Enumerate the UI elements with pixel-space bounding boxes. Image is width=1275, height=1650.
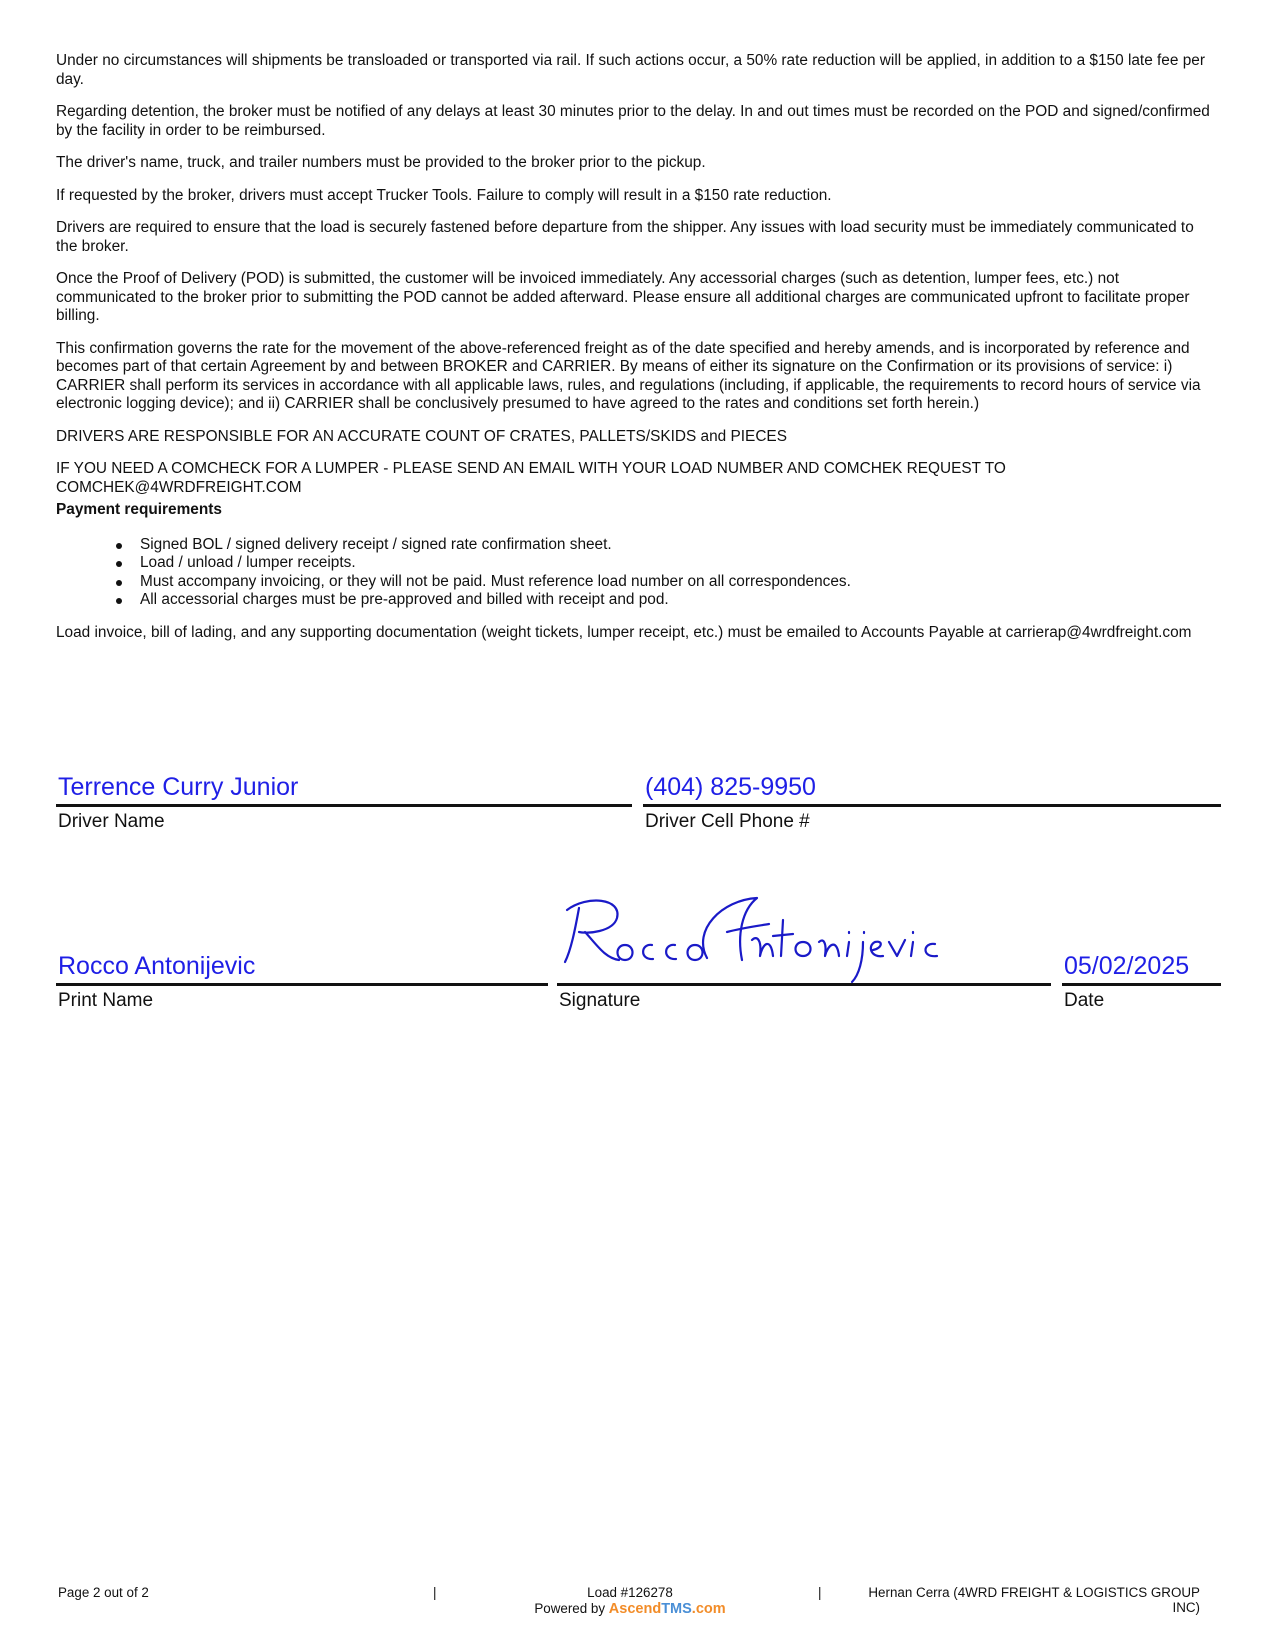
date-field[interactable] (1062, 951, 1221, 1012)
page-number: Page 2 out of 2 (58, 1585, 149, 1600)
load-security-clause: Drivers are required to ensure that the load is securely fastened before departure from the shipper. Any issues with load security must be immediately communicated to the broker. (56, 219, 1194, 255)
list-item: Signed BOL / signed delivery receipt / signed rate confirmation sheet. (140, 536, 1216, 555)
driver-name-field[interactable] (56, 772, 632, 833)
print-name-underline (56, 983, 548, 986)
driver-name-label: Driver Name (58, 811, 165, 832)
driver-info-clause: The driver's name, truck, and trailer numbers must be provided to the broker prior to the pickup. (56, 154, 706, 171)
footer-contact: Hernan Cerra (4WRD FREIGHT & LOGISTICS GROUP INC) (868, 1585, 1200, 1615)
terms-body (56, 52, 1216, 656)
driver-name-value: Terrence Curry Junior (58, 773, 299, 801)
date-label: Date (1064, 990, 1105, 1011)
print-name-label: Print Name (58, 990, 154, 1011)
signature-value (557, 951, 1051, 983)
ascendtms-logo[interactable] (609, 1601, 726, 1617)
signature-field[interactable] (557, 951, 1051, 1012)
footer-separator: | (433, 1585, 437, 1600)
brand-com: .com (691, 1601, 726, 1617)
signature-underline (557, 983, 1051, 986)
list-item: Must accompany invoicing, or they will not be paid. Must reference load number on all correspondences. (140, 573, 1216, 592)
driver-phone-value: (404) 825-9950 (645, 773, 816, 801)
driver-name-underline (56, 804, 632, 807)
print-name-value: Rocco Antonijevic (58, 952, 256, 980)
list-item: All accessorial charges must be pre-approved and billed with receipt and pod. (140, 591, 1216, 610)
count-clause: DRIVERS ARE RESPONSIBLE FOR AN ACCURATE COUNT OF CRATES, PALLETS/SKIDS and PIECES (56, 427, 787, 445)
date-value: 05/02/2025 (1064, 952, 1190, 980)
driver-phone-underline (643, 804, 1221, 807)
powered-by-label: Powered by (534, 1601, 606, 1616)
footer-separator: | (818, 1585, 822, 1600)
date-underline (1062, 983, 1221, 986)
brand-tms: TMS (661, 1601, 692, 1617)
list-item: Load / unload / lumper receipts. (140, 554, 1216, 573)
brand-ascend: Ascend (608, 1601, 662, 1617)
signature-label: Signature (559, 990, 641, 1011)
detention-clause: Regarding detention, the broker must be notified of any delays at least 30 minutes prior to the delay. In and out times must be recorded on the POD and signed/confirmed by the facility in order to be reimbursed. (56, 103, 1210, 139)
load-number: Load #126278 (587, 1585, 673, 1600)
driver-phone-field[interactable] (643, 772, 1221, 833)
print-name-field[interactable] (56, 951, 548, 1012)
payment-list (56, 536, 1216, 610)
payment-heading: Payment requirements (56, 501, 222, 518)
confirmation-clause: This confirmation governs the rate for the movement of the above-referenced freight as of the date specified and hereby amends, and is incorporated by reference and becomes part of that certain Agreement by and between BROKER and CARRIER. By means of either its signature on the Confirmation or its provisions of service: i) CARRIER shall perform its services in accordance with all applicable laws, rules, and regulations (including, if applicable, the requirements to record hours of service via electronic logging device); and ii) CARRIER shall be conclusively presumed to have agreed to the rates and conditions set forth herein.) (56, 339, 1201, 412)
invoice-note: Load invoice, bill of lading, and any supporting documentation (weight tickets, lumper receipt, etc.) must be emailed to Accounts Payable at carrierap@4wrdfreight.com (56, 623, 1192, 641)
rail-clause: Under no circumstances will shipments be transloaded or transported via rail. If such actions occur, a 50% rate reduction will be applied, in addition to a $150 late fee per day. (56, 52, 1205, 88)
powered-by (510, 1601, 750, 1617)
footer-center (510, 1585, 750, 1617)
driver-phone-label: Driver Cell Phone # (645, 811, 810, 832)
pod-clause: Once the Proof of Delivery (POD) is submitted, the customer will be invoiced immediately. Any accessorial charges (such as detention, lumper fees, etc.) not communicated to the broker prior to submitting the POD cannot be added afterward. Please ensure all additional charges are communicated upfront to facilitate proper billing. (56, 270, 1190, 324)
trucker-tools-clause: If requested by the broker, drivers must accept Trucker Tools. Failure to comply will result in a $150 rate reduction. (56, 186, 832, 204)
comcheck-clause: IF YOU NEED A COMCHECK FOR A LUMPER - PLEASE SEND AN EMAIL WITH YOUR LOAD NUMBER AND COMCHEK REQUEST TO COMCHEK@4WRDFREIGHT.COM (56, 460, 1006, 496)
